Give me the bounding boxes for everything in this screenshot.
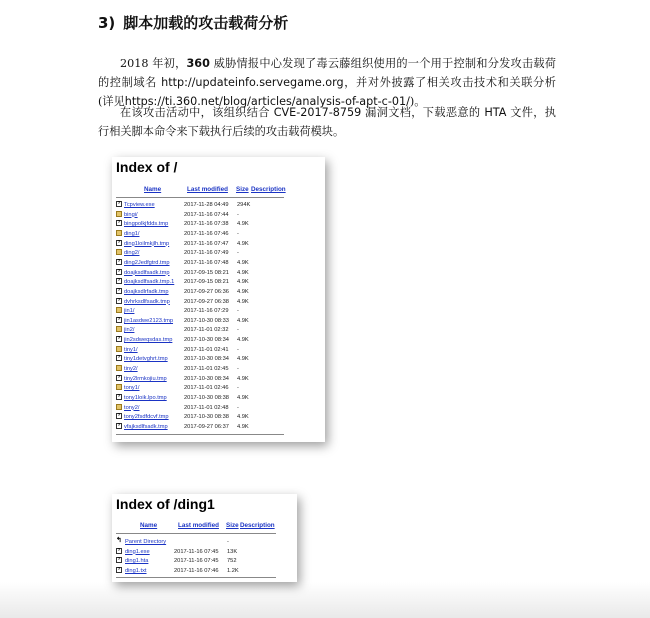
entry-modified: 2017-11-16 07:44 (184, 211, 229, 218)
entry-link[interactable]: ding1.hta (125, 558, 149, 565)
entry-size: 4.9K (237, 317, 249, 324)
entry-size: - (237, 230, 239, 237)
entry-link[interactable]: Tcpview.exe (124, 202, 155, 208)
entry-size: 4.9K (237, 375, 249, 382)
page-bottom-shadow (0, 582, 650, 618)
entry-size: - (237, 385, 239, 392)
entry-size: - (237, 211, 239, 218)
column-header-description[interactable]: Description (240, 522, 275, 529)
entry-size: 4.9K (237, 423, 249, 430)
file-icon: ? (117, 566, 121, 572)
entry-link[interactable]: ding1.exe (125, 548, 150, 555)
section-heading (98, 12, 288, 33)
entry-link[interactable]: doajksdlfsadk.tmp.1 (124, 279, 175, 286)
file-icon: ? (117, 557, 121, 563)
section-title: 脚本加载的攻击载荷分析 (123, 14, 289, 32)
entry-size: 4.9K (237, 395, 249, 401)
folder-icon (116, 365, 122, 371)
entry-size: 1.2K (227, 567, 239, 574)
file-icon: ? (117, 297, 121, 303)
entry-modified: 2017-11-16 07:29 (184, 308, 229, 315)
listing-row (116, 249, 284, 259)
entry-size: 4.9K (237, 240, 249, 247)
listing-row (116, 394, 284, 404)
entry-modified: 2017-11-16 07:47 (184, 240, 229, 247)
entry-modified: 2017-09-27 06:37 (184, 423, 229, 430)
file-icon: ? (117, 422, 121, 428)
column-header-modified[interactable]: Last modified (178, 522, 219, 529)
listing-row (116, 375, 284, 385)
entry-modified: 2017-10-30 08:34 (184, 337, 229, 344)
entry-modified: 2017-11-01 02:45 (184, 366, 229, 373)
entry-link[interactable]: jin1/ (124, 308, 135, 315)
file-icon: ? (117, 394, 121, 399)
file-icon: ? (117, 287, 121, 293)
entry-modified: 2017-11-01 02:46 (184, 385, 229, 392)
entry-modified: 2017-10-30 08:33 (184, 317, 229, 324)
entry-modified: 2017-09-27 06:36 (184, 288, 229, 295)
file-icon: ? (117, 374, 121, 380)
listing-row (116, 220, 284, 230)
listing-row (116, 269, 284, 279)
entry-size: 294K (237, 202, 251, 208)
entry-modified: 2017-09-15 08:21 (184, 269, 229, 276)
listing-row (116, 307, 284, 317)
org-name: 360 (186, 57, 210, 70)
listing-row (116, 567, 284, 577)
listing-row (116, 355, 284, 365)
entry-modified: 2017-09-15 08:21 (184, 279, 229, 286)
hta-term: HTA (484, 106, 507, 119)
entry-link[interactable]: tiny2/ (124, 366, 138, 373)
entry-link[interactable]: jin2/ (124, 327, 135, 334)
listing-row (116, 201, 284, 211)
entry-link[interactable]: vfajksdlfsadk.tmp (124, 423, 168, 430)
back-arrow-icon: ↰ (116, 537, 122, 544)
entry-size: - (237, 404, 239, 411)
text-run: )。 (409, 95, 426, 108)
listing-row (116, 326, 284, 336)
listing-row (116, 365, 284, 375)
listing-row (116, 557, 284, 567)
entry-link[interactable]: ding2Jedfgtrd.tmp (124, 259, 170, 266)
listing-row (116, 317, 284, 327)
entry-modified: 2017-11-16 07:48 (184, 259, 229, 266)
listing-row (116, 538, 284, 548)
entry-modified: 2017-11-16 07:46 (184, 230, 229, 237)
folder-icon (116, 211, 122, 217)
column-header-name[interactable]: Name (144, 186, 162, 193)
entry-modified: 2017-09-27 06:38 (184, 298, 229, 305)
entry-modified: 2017-10-30 08:38 (184, 414, 229, 421)
header-divider (116, 533, 276, 534)
cve-id: CVE-2017-8759 (273, 106, 362, 119)
entry-size: - (227, 539, 229, 545)
listing-row (116, 404, 284, 414)
file-icon: ? (117, 258, 121, 264)
text-run: 文件，执行相关脚本命令来下载执行后续的攻击载荷模块。 (98, 106, 556, 138)
column-header-description[interactable]: Description (251, 186, 286, 193)
listing-row (116, 336, 284, 346)
footer-divider (116, 577, 276, 578)
entry-modified: 2017-11-16 07:45 (174, 558, 219, 565)
column-header-size[interactable]: Size (236, 186, 249, 193)
entry-size: 4.9K (237, 269, 249, 276)
paragraph-attack-method (98, 103, 556, 141)
entry-size: 4.9K (237, 221, 249, 228)
header-divider (116, 197, 284, 198)
entry-size: - (237, 308, 239, 315)
text-run: 漏洞文档，下载恶意的 (361, 106, 485, 119)
entry-link[interactable]: jin1asdwe2123.tmp (124, 317, 174, 324)
footer-divider (116, 434, 284, 435)
entry-modified: 2017-11-01 02:32 (184, 327, 229, 334)
entry-link[interactable]: bingpolkjfdds.tmp (124, 221, 169, 228)
entry-link[interactable]: tiny2lrmkojiu.tmp (124, 375, 167, 382)
entry-size: 4.9K (237, 288, 249, 295)
file-icon: ? (117, 336, 121, 342)
entry-link[interactable]: tiny1detvghrt.tmp (124, 356, 168, 363)
listing-row (116, 413, 284, 423)
entry-size: 4.9K (237, 279, 249, 286)
entry-modified: 2017-11-01 02:41 (184, 346, 229, 353)
entry-size: 4.9K (237, 259, 249, 266)
section-number: 3) (98, 14, 116, 32)
text-run: 在该攻击活动中，该组织结合 (120, 106, 274, 119)
file-icon: ? (117, 239, 121, 245)
column-header-modified[interactable]: Last modified (187, 186, 228, 193)
file-icon: ? (117, 316, 121, 322)
file-icon: ? (117, 268, 121, 274)
file-icon: ? (117, 220, 121, 226)
entry-link[interactable]: doajksdlfsadk.tmp (124, 269, 170, 276)
entry-link[interactable]: tiny1/ (124, 346, 138, 353)
text-run: 威胁情报中心发现了毒云藤组织使用的一个用于控制和分发攻击载荷的控制域名 (98, 57, 556, 89)
listing-row (116, 384, 284, 394)
listing-row (116, 230, 284, 240)
entry-link[interactable]: dvhrksdlfsadk.tmp (124, 298, 170, 305)
file-icon: ? (117, 413, 121, 419)
column-header-name[interactable]: Name (140, 522, 158, 529)
entry-link[interactable]: ding1.txt (125, 567, 147, 574)
entry-link[interactable]: ding1/ (124, 230, 140, 237)
file-icon: ? (117, 355, 121, 361)
entry-link[interactable]: ding2/ (124, 250, 140, 257)
file-icon: ? (117, 547, 121, 553)
listing-row (116, 240, 284, 250)
entry-modified: 2017-11-16 07:49 (184, 250, 229, 257)
text-run: 2018 年初， (120, 57, 187, 70)
listing-row (116, 259, 284, 269)
entry-modified: 2017-11-16 07:38 (184, 221, 229, 228)
control-domain-url: http://updateinfo.servegame.org (161, 76, 344, 89)
entry-link[interactable]: ding1loilmkjlh.tmp (124, 240, 170, 247)
entry-modified: 2017-10-30 08:38 (184, 395, 229, 401)
entry-link[interactable]: doajksdlrfadk.tmp (124, 288, 169, 295)
entry-link[interactable]: Parent Directory (125, 539, 167, 545)
entry-size: - (237, 327, 239, 334)
entry-link[interactable]: bingi/ (124, 211, 138, 218)
entry-link[interactable]: tony2fsdfdcvf.tmp (124, 414, 169, 421)
entry-size: 13K (227, 548, 238, 555)
folder-icon (116, 326, 122, 332)
entry-size: - (237, 346, 239, 353)
text-run: ，并对外披露了相关攻击技术和关联分析(详见 (98, 76, 556, 108)
listing-row (116, 548, 284, 558)
entry-modified: 2017-11-16 07:46 (174, 567, 219, 574)
entry-size: 4.9K (237, 337, 249, 344)
directory-listing-root (112, 157, 325, 442)
folder-icon (116, 384, 122, 390)
entry-size: - (237, 366, 239, 373)
listing-row (116, 278, 284, 288)
listing-title: Index of / (116, 159, 178, 175)
folder-icon (116, 307, 122, 313)
entry-modified: 2017-11-28 04:49 (184, 202, 229, 208)
column-header-size[interactable]: Size (226, 522, 239, 529)
entry-modified: 2017-11-16 07:45 (174, 548, 219, 555)
listing-row (116, 346, 284, 356)
folder-icon (116, 230, 122, 236)
entry-link[interactable]: jin2sdweqsdas.tmp (124, 337, 173, 344)
listing-row (116, 288, 284, 298)
entry-modified: 2017-10-30 08:34 (184, 375, 229, 382)
listing-row (116, 423, 284, 433)
folder-icon (116, 346, 122, 352)
file-icon: ? (117, 201, 121, 206)
folder-icon (116, 249, 122, 255)
entry-size: 4.9K (237, 298, 249, 305)
entry-size: - (237, 250, 239, 257)
entry-modified: 2017-10-30 08:34 (184, 356, 229, 363)
entry-size: 4.9K (237, 414, 249, 421)
folder-icon (116, 404, 122, 410)
listing-row (116, 211, 284, 221)
reference-url: https://ti.360.net/blog/articles/analysis-of-apt-c-01/ (124, 95, 410, 108)
entry-size: 4.9K (237, 356, 249, 363)
entry-link[interactable]: tony1/ (124, 385, 140, 392)
directory-listing-ding1 (112, 494, 297, 582)
listing-title: Index of /ding1 (116, 496, 215, 512)
listing-row (116, 298, 284, 308)
file-icon: ? (117, 278, 121, 284)
entry-link[interactable]: tony2/ (124, 404, 140, 411)
entry-link[interactable]: tony1loik.lpo.tmp (124, 395, 167, 401)
entry-size: 752 (227, 558, 237, 565)
entry-modified: 2017-11-01 02:48 (184, 404, 229, 411)
